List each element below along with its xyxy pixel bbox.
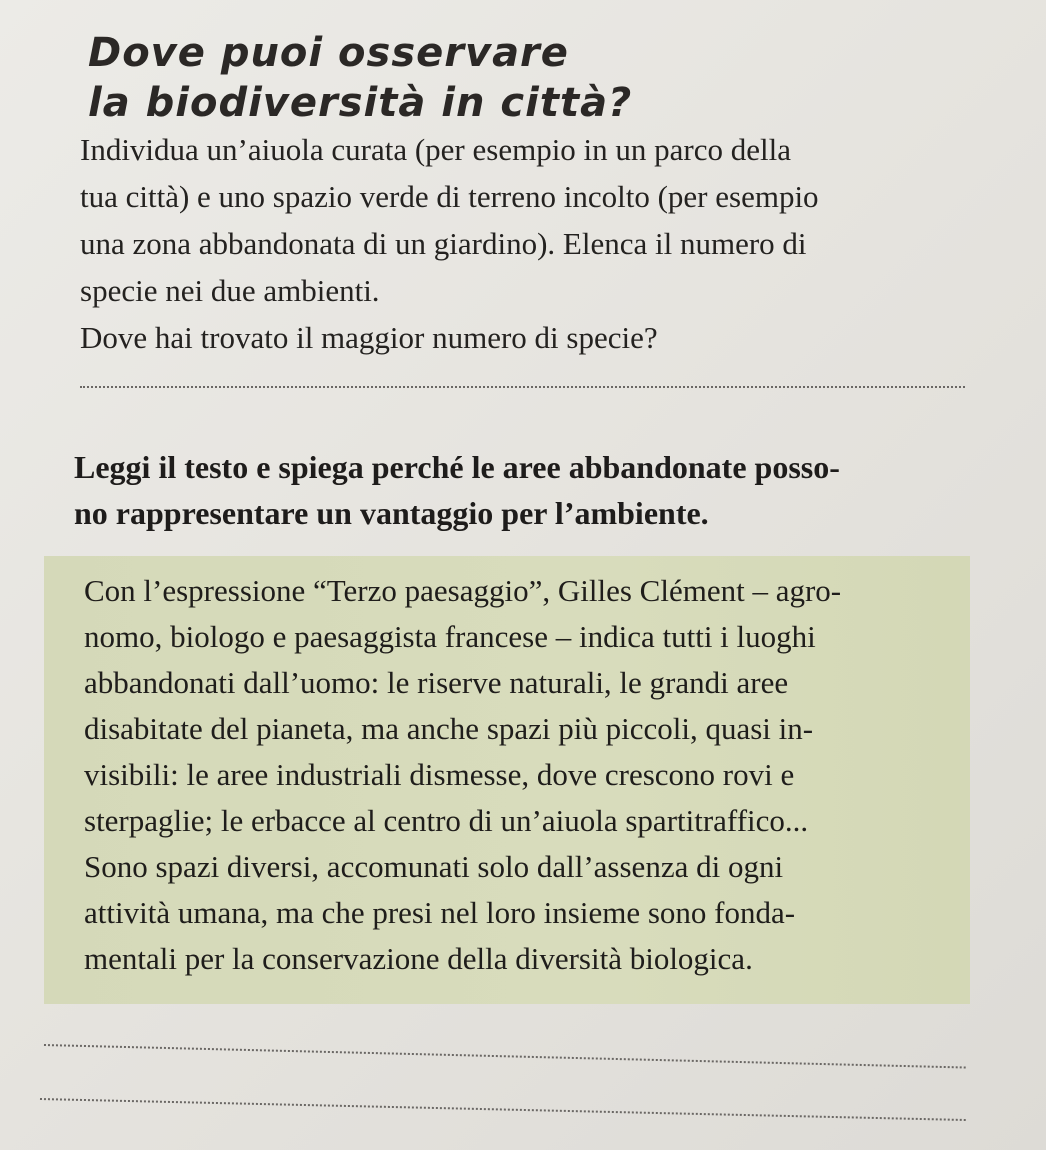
task-question: Dove hai trovato il maggior numero di specie?: [80, 320, 658, 355]
quote-line: disabitate del pianeta, ma anche spazi più piccoli, quasi in-: [84, 711, 814, 746]
task-line: una zona abbandonata di un giardino). Elenca il numero di: [80, 226, 807, 261]
quote-line: mentali per la conservazione della diversità biologica.: [84, 941, 753, 976]
task-line: tua città) e uno spazio verde di terreno incolto (per esempio: [80, 179, 819, 214]
answer-line-1[interactable]: [80, 386, 965, 388]
instruction-line: no rappresentare un vantaggio per l’ambiente.: [74, 495, 709, 531]
answer-line-3[interactable]: [40, 1098, 966, 1121]
title-line-2: la biodiversità in città?: [88, 80, 633, 126]
quote-line: visibili: le aree industriali dismesse, dove crescono rovi e: [84, 757, 795, 792]
quote-line: attività umana, ma che presi nel loro insieme sono fonda-: [84, 895, 796, 930]
quote-line: abbandonati dall’uomo: le riserve naturali, le grandi aree: [84, 665, 789, 700]
quote-line: Sono spazi diversi, accomunati solo dall’assenza di ogni: [84, 849, 784, 884]
task-line: specie nei due ambienti.: [80, 273, 380, 308]
instruction-line: Leggi il testo e spiega perché le aree abbandonate posso-: [74, 449, 840, 485]
quote-line: sterpaglie; le erbacce al centro di un’aiuola spartitraffico...: [84, 803, 809, 838]
task-paragraph: [80, 126, 980, 314]
title-line-1: Dove puoi osservare: [88, 30, 569, 76]
answer-line-2[interactable]: [44, 1044, 966, 1069]
quote-line: nomo, biologo e paesaggista francese – indica tutti i luoghi: [84, 619, 816, 654]
quote-line: Con l’espressione “Terzo paesaggio”, Gilles Clément – agro-: [84, 573, 842, 608]
section-title: [88, 28, 632, 128]
quote-text: [84, 568, 964, 982]
task-line: Individua un’aiuola curata (per esempio in un parco della: [80, 132, 792, 167]
reading-instruction: [74, 444, 994, 536]
